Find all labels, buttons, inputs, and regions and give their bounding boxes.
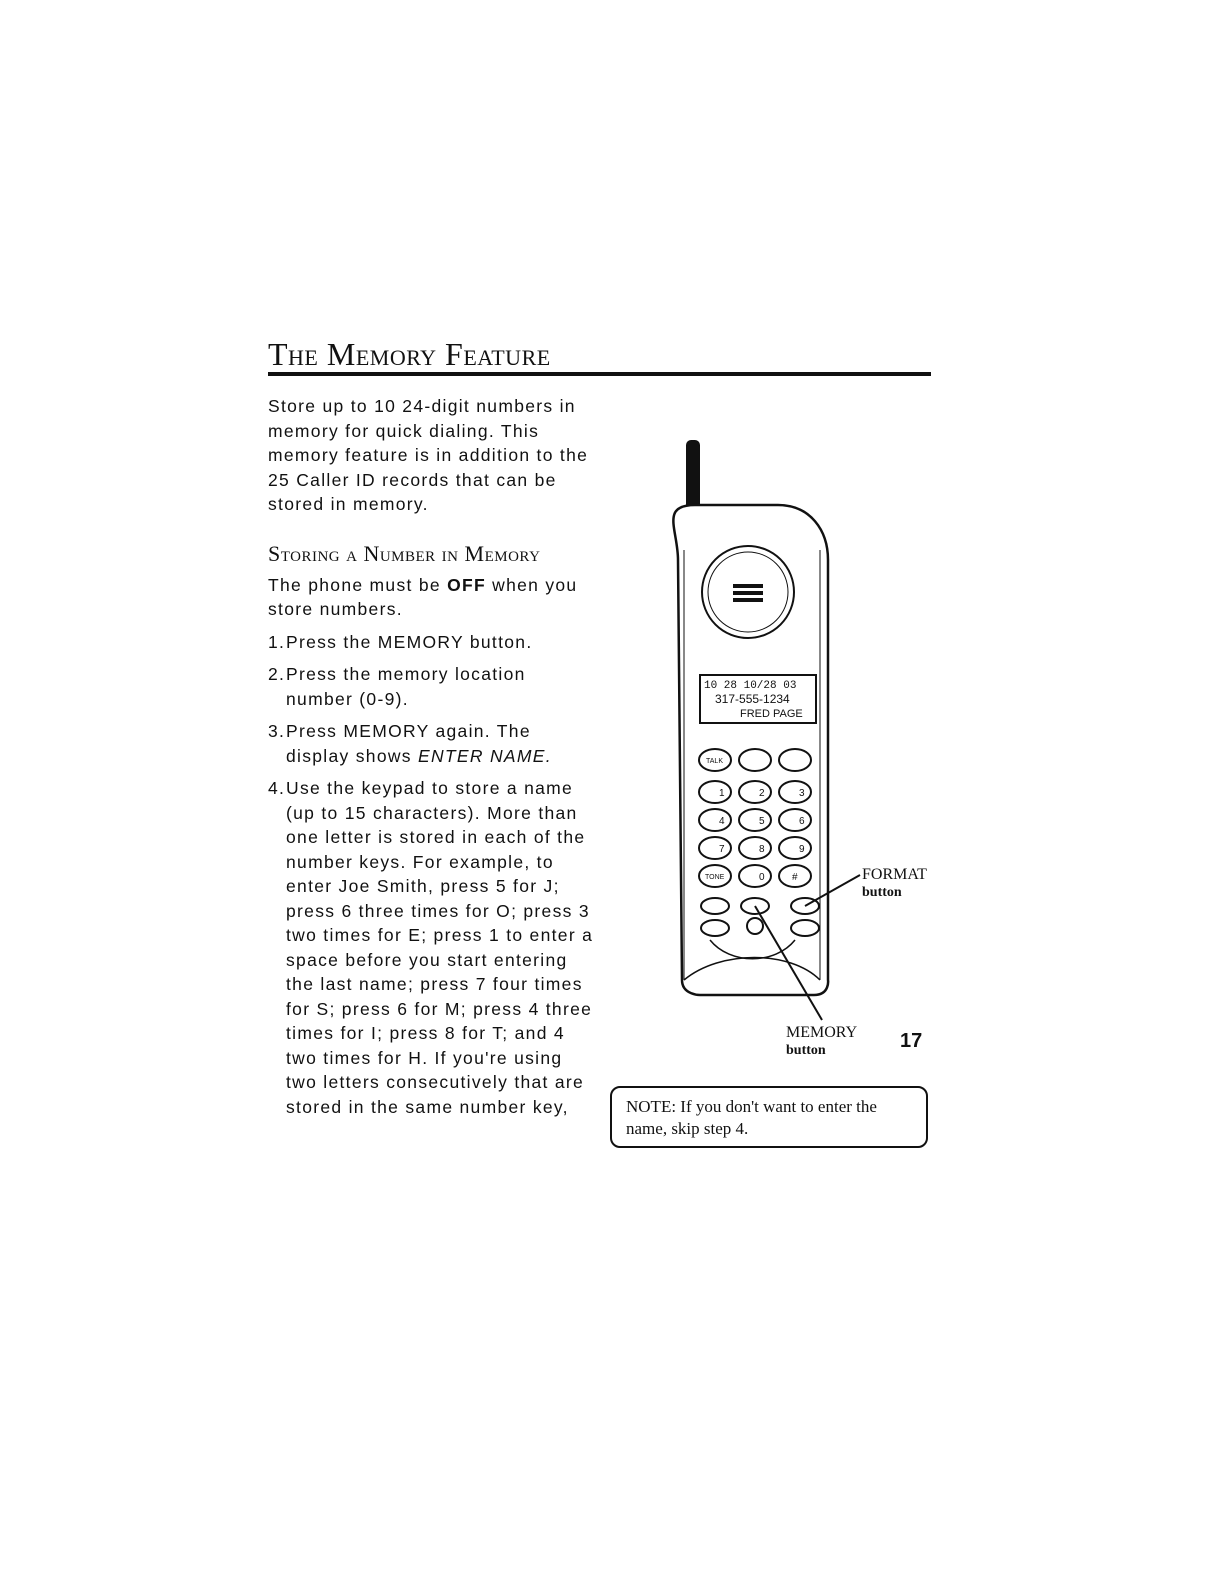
key-6 bbox=[779, 809, 811, 831]
intro-paragraph: Store up to 10 24-digit numbers in memory for quick dialing. This memory feature is in addition to the 25 Caller ID records that can be stored in memory. bbox=[268, 396, 589, 514]
memory-label: MEMORY bbox=[786, 1024, 858, 1041]
key-0 bbox=[739, 865, 771, 887]
format-sub-label: button bbox=[862, 885, 902, 900]
note-text: If you don't want to enter the name, skip step 4. bbox=[626, 1097, 877, 1138]
note-box bbox=[610, 1086, 928, 1148]
steps-list bbox=[268, 630, 598, 1120]
format-callout bbox=[862, 866, 927, 902]
key-7 bbox=[699, 837, 731, 859]
key-label: 6 bbox=[799, 816, 805, 827]
key-label: 2 bbox=[759, 788, 765, 799]
step-text: Press the memory location number (0-9). bbox=[286, 664, 526, 709]
lead-bold: OFF bbox=[447, 574, 486, 595]
key-label: 4 bbox=[719, 816, 725, 827]
lcd-line-1: 10 28 10/28 03 bbox=[704, 680, 797, 692]
step-number: 1. bbox=[268, 631, 286, 652]
key-label: TONE bbox=[705, 874, 725, 881]
step-number: 3. bbox=[268, 721, 286, 741]
key-label: # bbox=[792, 872, 798, 883]
lead-text: The phone must be bbox=[268, 574, 448, 595]
key-label: 5 bbox=[759, 816, 765, 827]
key-label: 8 bbox=[759, 844, 765, 855]
step-item bbox=[268, 719, 598, 768]
function-key-conv bbox=[701, 920, 729, 936]
note-label: NOTE: bbox=[626, 1097, 677, 1116]
key-5 bbox=[739, 809, 771, 831]
lcd-line-2: 317-555-1234 bbox=[715, 692, 790, 706]
title-rule bbox=[268, 372, 931, 376]
channel-key bbox=[747, 918, 763, 934]
key-label: 3 bbox=[799, 788, 805, 799]
lead-text-end: when you store numbers. bbox=[268, 574, 578, 619]
format-label: FORMAT bbox=[862, 866, 927, 883]
key-label: 9 bbox=[799, 844, 805, 855]
key-2 bbox=[739, 781, 771, 803]
key-4 bbox=[699, 809, 731, 831]
step-text: Press MEMORY again. The display shows bbox=[286, 721, 531, 766]
volume-up-key bbox=[779, 749, 811, 771]
step-number: 2. bbox=[268, 664, 286, 684]
step-text: Press the MEMORY button. bbox=[286, 631, 533, 652]
page-number: 17 bbox=[900, 1030, 923, 1052]
step-number: 4. bbox=[268, 778, 286, 798]
step-text: Use the keypad to store a name (up to 15 characters). More than one letter is stored in each of the number keys. For example, to enter Joe Smith, press 5 for J; press 6 three times for O; press 3 two times for E; press 1 to enter a space before you start entering the last name; press 7 four times for S; press 6 for M; press 4 three times for I; press 8 for T; and 4 two times for H. If you're using two letters consecutively that are stored in the same number key, bbox=[286, 778, 594, 1117]
volume-down-key bbox=[739, 749, 771, 771]
lead-paragraph bbox=[268, 573, 598, 622]
step-item bbox=[268, 662, 598, 711]
function-key-flash bbox=[701, 898, 729, 914]
step-item bbox=[268, 776, 598, 1119]
memory-sub-label: button bbox=[786, 1043, 826, 1058]
memory-callout bbox=[786, 1024, 857, 1060]
key-1 bbox=[699, 781, 731, 803]
step-item bbox=[268, 630, 598, 655]
key-3 bbox=[779, 781, 811, 803]
body-column bbox=[268, 394, 598, 1127]
key-label: 1 bbox=[719, 788, 725, 799]
key-9 bbox=[779, 837, 811, 859]
key-label: 7 bbox=[719, 844, 725, 855]
subsection-heading: Storing a Number in Memory bbox=[268, 540, 541, 566]
page-title: The Memory Feature bbox=[268, 336, 551, 372]
step-emphasis: ENTER NAME. bbox=[418, 745, 552, 766]
lcd-line-3: FRED PAGE bbox=[740, 708, 803, 720]
key-label: 0 bbox=[759, 872, 765, 883]
function-key-redial bbox=[791, 920, 819, 936]
cordless-phone-illustration bbox=[600, 420, 940, 1080]
key-label: TALK bbox=[706, 758, 723, 765]
key-8 bbox=[739, 837, 771, 859]
